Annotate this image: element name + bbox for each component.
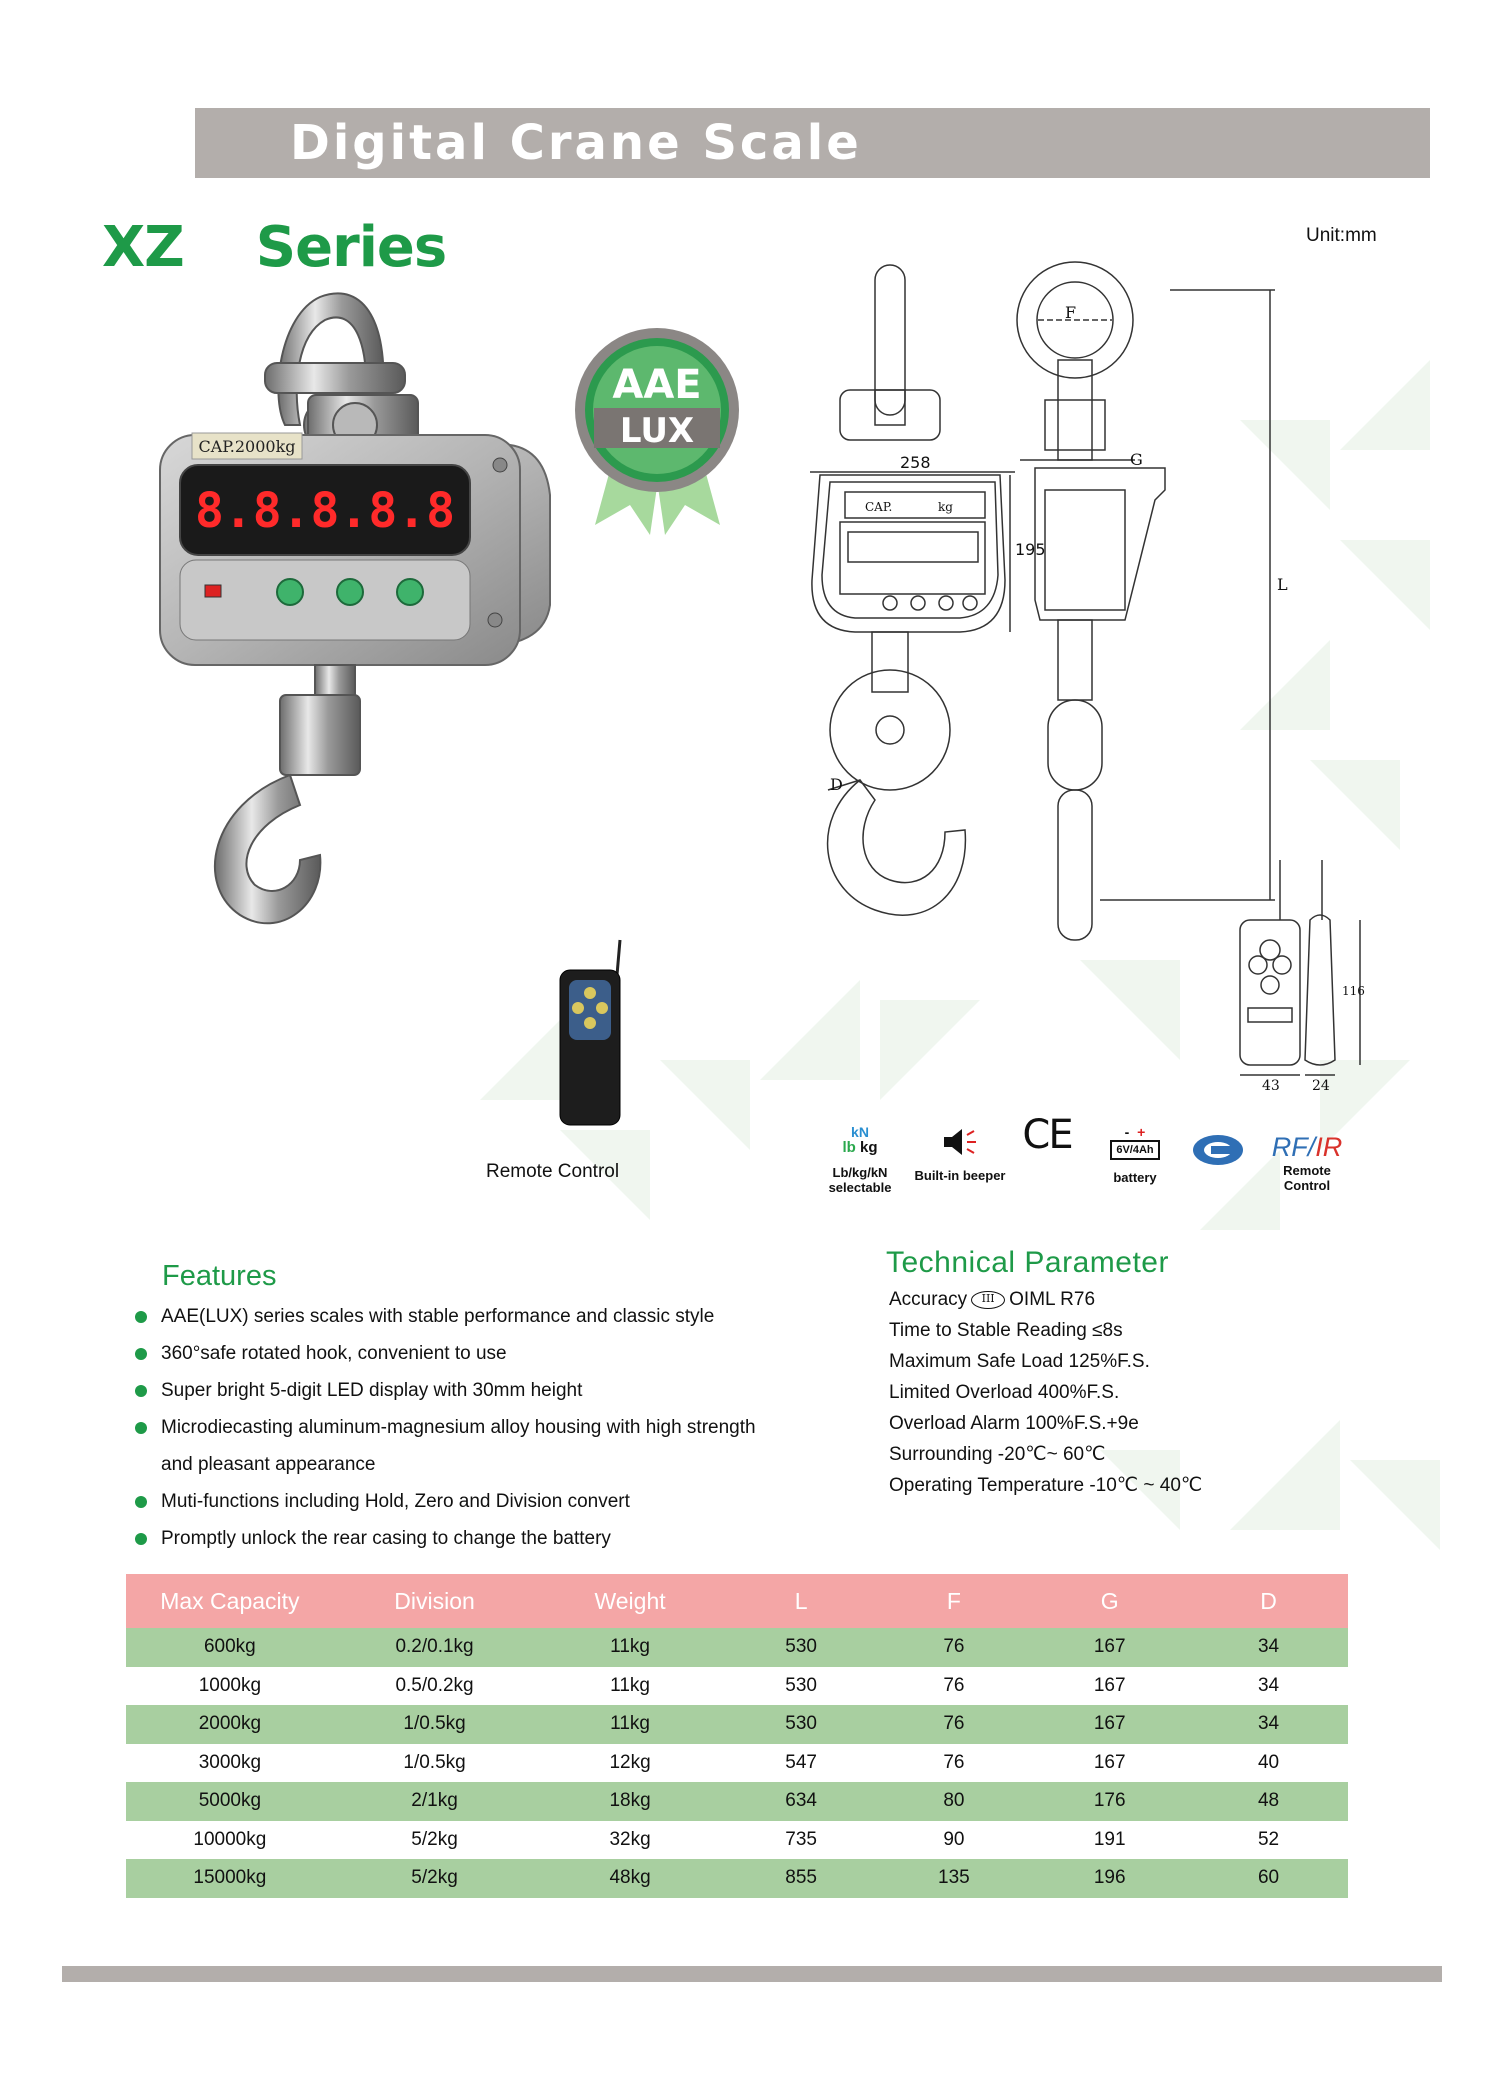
col-f: F bbox=[878, 1574, 1031, 1628]
table-cell: 530 bbox=[725, 1667, 878, 1706]
tech-row: Surrounding -20℃~ 60℃ bbox=[889, 1444, 1106, 1465]
table-row bbox=[126, 1667, 1348, 1706]
tech-row: Limited Overload 400%F.S. bbox=[889, 1382, 1120, 1403]
table-cell: 191 bbox=[1030, 1821, 1189, 1860]
beeper-icon bbox=[905, 1125, 1015, 1183]
battery-minus: - bbox=[1124, 1124, 1130, 1140]
dim-f: F bbox=[1065, 303, 1077, 322]
table-cell: 1/0.5kg bbox=[334, 1744, 536, 1783]
battery-spec: 6V/4Ah bbox=[1110, 1140, 1160, 1160]
unit-selectable-icon bbox=[820, 1125, 900, 1195]
rf-ir-icon bbox=[1262, 1133, 1352, 1193]
dim-24: 24 bbox=[1312, 1078, 1330, 1090]
battery-caption: battery bbox=[1113, 1170, 1157, 1185]
tech-row: Time to Stable Reading ≤8s bbox=[889, 1320, 1123, 1341]
table-cell: 10000kg bbox=[126, 1821, 334, 1860]
battery-icon bbox=[1095, 1125, 1175, 1185]
col-l: L bbox=[725, 1574, 878, 1628]
table-cell: 530 bbox=[725, 1628, 878, 1667]
bullet-icon bbox=[135, 1496, 147, 1508]
col-division: Division bbox=[334, 1574, 536, 1628]
table-cell: 135 bbox=[878, 1859, 1031, 1898]
ce-mark-icon bbox=[1012, 1112, 1082, 1158]
table-cell: 5000kg bbox=[126, 1782, 334, 1821]
dim-258: 258 bbox=[900, 453, 931, 472]
table-cell: 167 bbox=[1030, 1705, 1189, 1744]
table-header-row bbox=[126, 1574, 1348, 1628]
col-d: D bbox=[1189, 1574, 1348, 1628]
table-cell: 600kg bbox=[126, 1628, 334, 1667]
table-cell: 3000kg bbox=[126, 1744, 334, 1783]
table-cell: 76 bbox=[878, 1744, 1031, 1783]
table-row bbox=[126, 1782, 1348, 1821]
table-cell: 530 bbox=[725, 1705, 878, 1744]
table-cell: 52 bbox=[1189, 1821, 1348, 1860]
bg-triangle bbox=[660, 1060, 750, 1150]
table-cell: 547 bbox=[725, 1744, 878, 1783]
feature-item: Microdiecasting aluminum-magnesium alloy housing with high strength and pleasant appearance bbox=[135, 1409, 775, 1483]
unit-label: Unit:mm bbox=[1306, 225, 1377, 246]
class-iii-icon: III bbox=[971, 1291, 1005, 1309]
table-cell: 60 bbox=[1189, 1859, 1348, 1898]
table-body bbox=[126, 1628, 1348, 1898]
kn-text: kN bbox=[851, 1124, 869, 1140]
table-cell: 76 bbox=[878, 1705, 1031, 1744]
table-cell: 2000kg bbox=[126, 1705, 334, 1744]
battery-plus: + bbox=[1137, 1124, 1146, 1140]
unit-caption-2: selectable bbox=[828, 1180, 892, 1195]
table-cell: 855 bbox=[725, 1859, 878, 1898]
technical-heading: Technical Parameter bbox=[886, 1246, 1169, 1279]
dim-43: 43 bbox=[1262, 1078, 1280, 1090]
table-cell: 2/1kg bbox=[334, 1782, 536, 1821]
tech-row: Maximum Safe Load 125%F.S. bbox=[889, 1351, 1150, 1372]
dim-116: 116 bbox=[1342, 984, 1365, 998]
feature-item: Muti-functions including Hold, Zero and Division convert bbox=[135, 1483, 835, 1520]
remote-control-photo bbox=[545, 935, 645, 1130]
page-title: Digital Crane Scale bbox=[290, 115, 862, 171]
table-cell: 5/2kg bbox=[334, 1859, 536, 1898]
tech-accuracy: Accuracy III OIML R76 bbox=[889, 1289, 1096, 1310]
tech-row: Operating Temperature -10℃ ~ 40℃ bbox=[889, 1475, 1203, 1496]
table-cell: 0.2/0.1kg bbox=[334, 1628, 536, 1667]
drawing-kg: kg bbox=[938, 500, 953, 514]
table-cell: 80 bbox=[878, 1782, 1031, 1821]
lb-text: lb bbox=[842, 1139, 856, 1156]
table-cell: 196 bbox=[1030, 1859, 1189, 1898]
rfir-caption-1: Remote bbox=[1283, 1163, 1331, 1178]
series-prefix: XZ bbox=[102, 215, 184, 280]
table-cell: 34 bbox=[1189, 1705, 1348, 1744]
table-row bbox=[126, 1744, 1348, 1783]
table-cell: 167 bbox=[1030, 1628, 1189, 1667]
table-cell: 76 bbox=[878, 1667, 1031, 1706]
table-cell: 32kg bbox=[535, 1821, 724, 1860]
ce-text: CE bbox=[1022, 1112, 1072, 1158]
technical-drawing bbox=[800, 260, 1430, 1090]
table-cell: 34 bbox=[1189, 1667, 1348, 1706]
table-cell: 167 bbox=[1030, 1667, 1189, 1706]
spec-table bbox=[126, 1574, 1348, 1898]
series-suffix: Series bbox=[255, 215, 447, 280]
table-row bbox=[126, 1821, 1348, 1860]
series-title bbox=[102, 215, 446, 280]
table-cell: 0.5/0.2kg bbox=[334, 1667, 536, 1706]
title-banner bbox=[195, 108, 1430, 178]
registered-logo-icon bbox=[1191, 1132, 1245, 1168]
table-cell: 90 bbox=[878, 1821, 1031, 1860]
speaker-icon bbox=[940, 1125, 980, 1159]
col-g: G bbox=[1030, 1574, 1189, 1628]
unit-caption-1: Lb/kg/kN bbox=[832, 1165, 888, 1180]
table-cell: 11kg bbox=[535, 1705, 724, 1744]
bg-triangle bbox=[1230, 1420, 1340, 1530]
table-cell: 735 bbox=[725, 1821, 878, 1860]
bullet-icon bbox=[135, 1422, 147, 1434]
crane-scale-photo bbox=[150, 285, 570, 1175]
features-list bbox=[135, 1298, 835, 1557]
table-cell: 176 bbox=[1030, 1782, 1189, 1821]
col-weight: Weight bbox=[535, 1574, 724, 1628]
dim-g: G bbox=[1130, 450, 1143, 469]
table-cell: 18kg bbox=[535, 1782, 724, 1821]
table-cell: 1000kg bbox=[126, 1667, 334, 1706]
beeper-caption: Built-in beeper bbox=[914, 1168, 1006, 1183]
table-cell: 11kg bbox=[535, 1628, 724, 1667]
ir-text: IR bbox=[1315, 1132, 1343, 1162]
rf-text: RF bbox=[1271, 1132, 1308, 1162]
logo-icon bbox=[1188, 1132, 1248, 1171]
cap-label: CAP.2000kg bbox=[198, 437, 296, 456]
led-display: 8.8.8.8.8 bbox=[194, 483, 456, 539]
rf-slash: / bbox=[1307, 1132, 1316, 1162]
footer-bar bbox=[62, 1966, 1442, 1982]
table-cell: 11kg bbox=[535, 1667, 724, 1706]
table-cell: 40 bbox=[1189, 1744, 1348, 1783]
badge-aae: AAE bbox=[612, 362, 702, 408]
table-cell: 15000kg bbox=[126, 1859, 334, 1898]
features-heading: Features bbox=[162, 1260, 277, 1292]
feature-item: Promptly unlock the rear casing to change the battery bbox=[135, 1520, 835, 1557]
dim-l: L bbox=[1277, 575, 1288, 594]
rfir-caption-2: Control bbox=[1283, 1178, 1331, 1193]
feature-item: Super bright 5-digit LED display with 30mm height bbox=[135, 1372, 835, 1409]
badge-lux: LUX bbox=[619, 411, 695, 451]
table-cell: 34 bbox=[1189, 1628, 1348, 1667]
table-row bbox=[126, 1705, 1348, 1744]
table-row bbox=[126, 1628, 1348, 1667]
dim-d: D bbox=[830, 775, 843, 794]
remote-caption: Remote Control bbox=[486, 1161, 620, 1182]
technical-list bbox=[889, 1284, 1202, 1501]
bg-triangle bbox=[1350, 1460, 1440, 1550]
bullet-icon bbox=[135, 1311, 147, 1323]
aae-lux-badge bbox=[570, 320, 745, 535]
tech-row: Overload Alarm 100%F.S.+9e bbox=[889, 1413, 1139, 1434]
table-cell: 634 bbox=[725, 1782, 878, 1821]
table-cell: 1/0.5kg bbox=[334, 1705, 536, 1744]
table-cell: 48 bbox=[1189, 1782, 1348, 1821]
table-cell: 12kg bbox=[535, 1744, 724, 1783]
bullet-icon bbox=[135, 1533, 147, 1545]
table-row bbox=[126, 1859, 1348, 1898]
drawing-cap: CAP. bbox=[865, 500, 893, 514]
feature-item: AAE(LUX) series scales with stable performance and classic style bbox=[135, 1298, 835, 1335]
table-cell: 76 bbox=[878, 1628, 1031, 1667]
table-cell: 167 bbox=[1030, 1744, 1189, 1783]
bullet-icon bbox=[135, 1348, 147, 1360]
feature-item: 360°safe rotated hook, convenient to use bbox=[135, 1335, 835, 1372]
table-cell: 48kg bbox=[535, 1859, 724, 1898]
dim-195: 195 bbox=[1015, 540, 1046, 559]
col-max-capacity: Max Capacity bbox=[126, 1574, 334, 1628]
table-cell: 5/2kg bbox=[334, 1821, 536, 1860]
bullet-icon bbox=[135, 1385, 147, 1397]
kg-text: kg bbox=[860, 1139, 878, 1156]
